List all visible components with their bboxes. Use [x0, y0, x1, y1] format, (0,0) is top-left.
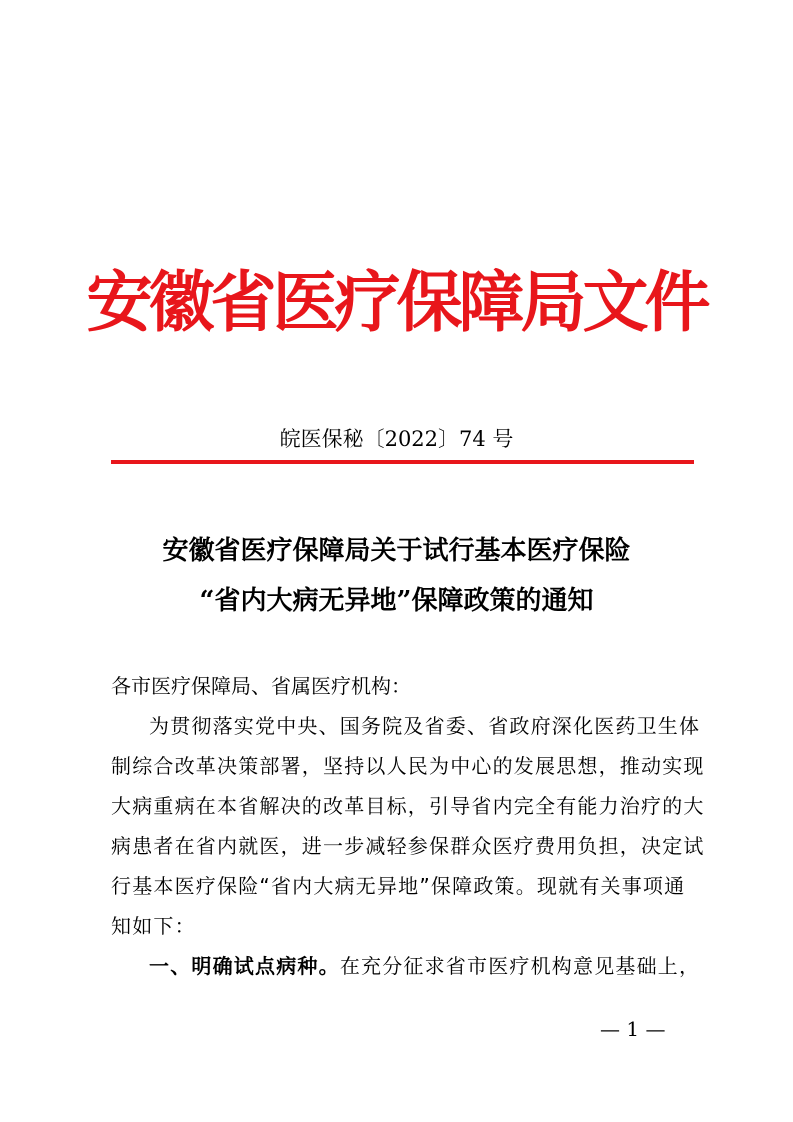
paragraph-1-line-2: 制综合改革决策部署，坚持以人民为中心的发展思想，推动实现 — [111, 754, 705, 778]
section-1-line — [111, 946, 734, 986]
paragraph-1-line-6: 知如下： — [111, 914, 196, 938]
paragraph-1-line-4: 病患者在省内就医，进一步减轻参保群众医疗费用负担，决定试 — [111, 834, 705, 858]
notice-title-line-2: “省内大病无异地”保障政策的通知 — [199, 586, 594, 616]
paragraph-1-line-5: 行基本医疗保险“省内大病无异地”保障政策。现就有关事项通 — [111, 874, 686, 898]
paragraph-1-line-1: 为贯彻落实党中央、国务院及省委、省政府深化医药卫生体 — [149, 714, 701, 738]
paragraph-1-line-3: 大病重病在本省解决的改革目标，引导省内完全有能力治疗的大 — [111, 794, 705, 818]
masthead-title: 安徽省医疗保障局文件 — [86, 263, 707, 341]
section-1-text: 在充分征求省市医疗机构意见基础上， — [339, 954, 701, 978]
red-divider-line — [111, 460, 694, 464]
page-number: — 1 — — [600, 1017, 666, 1041]
document-number: 皖医保秘〔2022〕74 号 — [279, 427, 514, 451]
notice-title-line-1: 安徽省医疗保障局关于试行基本医疗保险 — [162, 536, 631, 566]
section-1-heading: 一、明确试点病种。 — [149, 954, 340, 978]
salutation: 各市医疗保障局、省属医疗机构： — [111, 674, 411, 698]
